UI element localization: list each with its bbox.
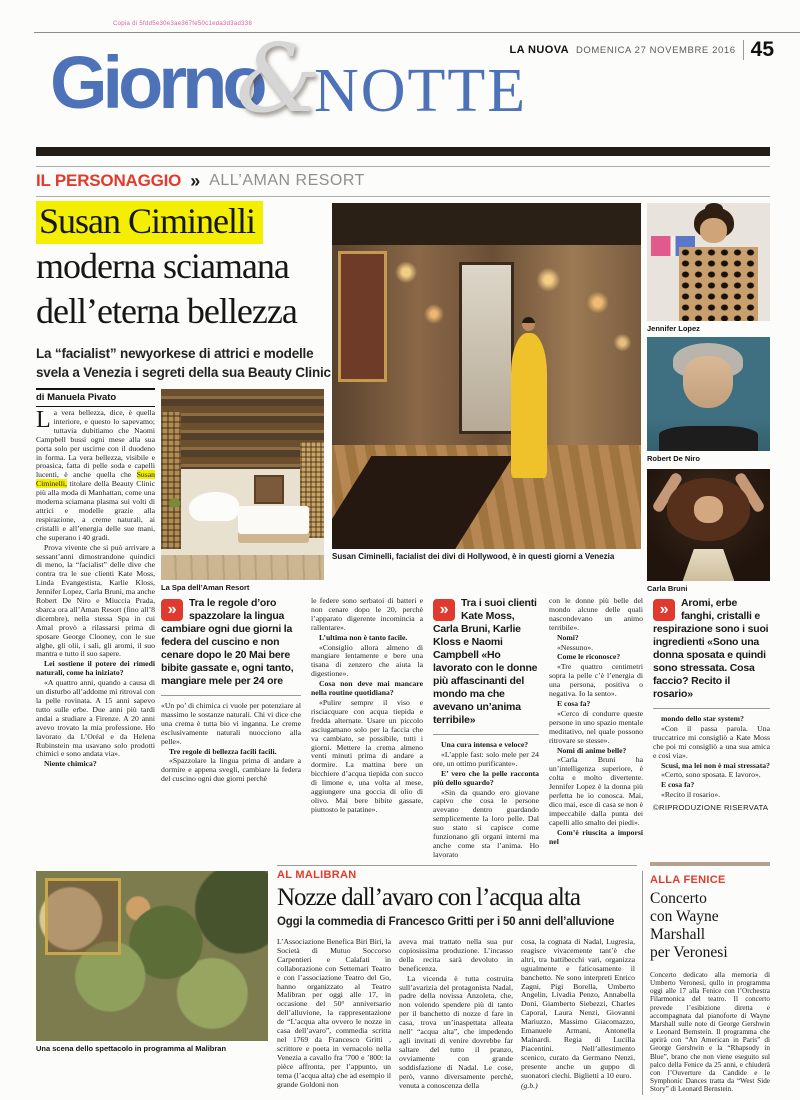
standfirst-line: svela a Venezia i segreti della sua Beauty Clinic <box>36 365 331 380</box>
fenice-top-bar <box>650 862 770 866</box>
feature-standfirst <box>36 344 338 382</box>
malibran-column-3 <box>521 938 635 1090</box>
plant <box>169 498 180 507</box>
byline: di Manuela Pivato <box>36 388 155 407</box>
masthead-notte: NOTTE <box>314 57 528 125</box>
yellow-dress-figure <box>511 333 547 478</box>
body-paragraph: Concerto dedicato alla memoria di Umberto Veronesi, qullo in programma oggi alle 17 alla Fenice con l’Orchestra Filarmonica del teatro. Il concerto prevede l’esibizione diretta e accompagnata dal pianoforte di Wayne Marshall sulle note di George Gershwin e Leonard Bernstein. Il programma che aprirà con “An American in Paris” di George Gershwin e la “Rhapsody in Blue”, brano che non viene eseguito sul palco della Fenice da 25 anni, e chiuderà con l’Ouverture da Candide e le Symphonic Dances tratta da “West Side Story” di Leonard Bernstein. <box>650 971 770 1094</box>
feature-column-1 <box>36 409 155 865</box>
question-line: Nomi? <box>557 632 579 642</box>
double-chevron-icon: » <box>161 599 183 621</box>
masthead-giorno: Giorno <box>50 41 263 124</box>
question-line: Lei sostiene il potere dei rimedi naturali, come ha iniziato? <box>36 659 155 678</box>
face <box>683 356 733 407</box>
top-rule <box>34 32 800 33</box>
body-paragraph: «Consiglio allora almeno di mangiare lentamente e bere una tisana di zenzero che aiuta la digestione». <box>311 642 423 679</box>
body-paragraph: «L’apple fast: solo mele per 24 ore, un ottimo purificante». <box>433 749 539 768</box>
body-paragraph: «Tre quattro centimetri sopra la pelle c’è l’energia di una persona, positiva o negativa. Io la sento». <box>549 662 643 699</box>
carla-bruni-photo <box>647 469 770 581</box>
question-line: L’ultima non è tanto facile. <box>319 632 408 642</box>
question-line: Scusi, ma lei non è mai stressata? <box>661 760 770 770</box>
framed-painting <box>338 251 387 382</box>
fenice-title <box>650 890 770 962</box>
main-photo-block <box>332 203 641 562</box>
question-line: Cosa non deve mai mancare nella routine quotidiana? <box>311 679 423 698</box>
body-paragraph: cosa, la cognata di Nadal, Lugresia, reagisce vivacemente tant’è che altri, tra battibecchi vari, organizza ugualmente e faticosamente il banchetto. Ne sono interpreti Enrico Zagni, Pigi Borella, Umberto Angelin, Livadia Penzo, Annabella Doni, Giamberto Siebezzi, Charles Caporal, Laura Nenzi, Giovanni Mariuzzo, Massimo Giacomazzo, Emanuele Armani, Antonella Mainardi. Regia di Lucilla Piacentini. Nell’allestimento scenico, curato da Germano Nenzi, presente anche un guppo di suonatori ciechi. Biglietti a 10 euro. <box>521 938 635 1080</box>
floral-dress <box>679 247 758 321</box>
page-number: 45 <box>750 38 774 61</box>
column-text <box>433 741 539 860</box>
jennifer-lopez-photo <box>647 203 770 321</box>
pull-quote <box>653 597 770 701</box>
standfirst-line: La “facialist” newyorkese di attrici e modelle <box>36 346 314 361</box>
question-line: E cosa fa? <box>661 780 695 790</box>
celeb-photo-block <box>647 203 770 334</box>
feature-column-3 <box>311 597 423 865</box>
question-line: Niente chimica? <box>44 759 97 769</box>
column-text <box>161 702 301 784</box>
theater-photo-caption: Una scena dello spettacolo in programma al Malibran <box>36 1044 227 1053</box>
body-paragraph: «Cerco di condurre queste persone in uno spazio mentale meditativo, nel quale possono ritrovare se stesse». <box>549 708 643 745</box>
body-paragraph: «Spazzolare la lingua prima di andare a dormire e appena svegli, cambiare la federa del cuscino ogni due giorni perchè <box>161 756 301 784</box>
floor <box>161 555 324 580</box>
feature-kicker-topic: ALL’AMAN RESORT <box>209 172 365 189</box>
malibran-column-2 <box>399 938 513 1090</box>
feature-lower-columns <box>161 597 770 865</box>
massage-bed <box>238 506 310 535</box>
double-chevron-icon: » <box>190 171 201 191</box>
question-line: Una cura intensa e veloce? <box>441 740 529 749</box>
theater-scene-photo <box>36 871 268 1041</box>
fenice-title-line: Concerto <box>650 890 707 907</box>
face <box>694 496 724 523</box>
body-paragraph: La vera bellezza, dice, è quella interiore, e questo lo sapevamo; tuttavia dubitiamo che Naomi Campbell bussi ogni mese alla sua porta solo per uscirne con il duodeno in forma. La vera bellezza, visibile e proasica, fatta di pelle soda e capelli lucenti, è anche quella che Susan Ciminelli, titolare della Beauty Clinic più alla moda di Manhattan, come una moderna sciamana plasma sui volti di attrici e modelle grazie alla respirazione, a creme naturali, ai cristalli e all’energia delle sue mani, che superano i 40 gradi. <box>36 409 155 542</box>
theater-photo-block <box>36 871 268 1054</box>
celeb-caption: Robert De Niro <box>647 454 700 463</box>
double-chevron-icon: » <box>653 599 675 621</box>
column-text <box>653 715 770 813</box>
celeb-photo-block <box>647 337 770 464</box>
gold-frame <box>45 878 121 955</box>
feature-column-5 <box>549 597 643 865</box>
pull-quote-text: Tra i suoi clienti Kate Moss, Carla Bruni, Karlie Kloss e Naomi Campbell «Ho lavorato con le donne più affascinanti del mondo ma che avevano un’anima terribile» <box>433 597 538 726</box>
main-photo-caption: Susan Ciminelli, facialist dei divi di Hollywood, è in questi giorni a Venezia <box>332 552 615 561</box>
feature-headline <box>36 201 338 334</box>
quote-rule <box>161 695 301 696</box>
fenice-title-line: con Wayne Marshall <box>650 908 719 943</box>
malibran-headline: Nozze dall’avaro con l’acqua alta <box>277 884 580 911</box>
celeb-caption: Carla Bruni <box>647 584 688 593</box>
feature-column-4 <box>433 597 539 865</box>
body-paragraph: Prova vivente che si può arrivare a sessant’anni dimostrandone quindici di meno, la “facialist” delle dive che contra tra le sue clienti Kate Moss, Linda Evangestista, Karlie Kloss, Jennifer Lopez, Carla Bruni, ma anche Robert De Niro e Miuccia Prada, sbarca ora all’Aman Resort (fino all’8 dicembre), nella stessa Spa in cui Amal provò a rilassarsi prima di sposare George Clooney, con le sue alghe, gli olii, i sali, gli aromi, il suo mantra e tutto il suo sapere. <box>36 542 155 659</box>
body-paragraph: «Un po’ di chimica ci vuole per potenziare al massimo le sostanze naturali. Chi vi dice che una crema è tutta bio vi inganna. Le creme esclusivamente naturali nuocciono alla pelle». <box>161 701 301 746</box>
spa-photo <box>161 389 324 580</box>
headline-highlighted-line: Susan Ciminelli <box>36 201 263 244</box>
headline-line: moderna sciamana <box>36 246 289 286</box>
pull-quote <box>433 597 539 727</box>
question-line: mondo dello star system? <box>661 714 744 723</box>
window <box>254 475 284 504</box>
pull-quote-text: Aromi, erbe fanghi, cristalli e respirazione sono i suoi ingredienti «Sono una donna sposata e quindi sono stressata. Cosa faccio? Recito il rosario» <box>653 597 769 700</box>
body-paragraph: «Recito il rosario». <box>661 790 721 800</box>
body-paragraph: aveva mai trattato nella sua pur copiosissima produzione. L’incasso della recita sarà devoluto in beneficenza. <box>399 938 513 973</box>
question-line: E’ vero che la pelle racconta più dello sguardo? <box>433 768 539 787</box>
body-paragraph: «Sin da quando ero giovane capivo che cosa le persone avevano dentro guardando semplicemente la loro pelle. Dal suo stato si capisce come funzionano gli organi interni ma anche come sta l’anima. Ho lavorato <box>433 787 539 859</box>
feature-kicker: IL PERSONAGGIO <box>36 171 182 190</box>
susan-ciminelli-photo <box>332 203 641 549</box>
white-door <box>459 262 514 434</box>
quote-rule <box>433 734 539 735</box>
malibran-kicker: AL MALIBRAN <box>277 865 637 881</box>
celeb-caption: Jennifer Lopez <box>647 324 700 333</box>
malibran-standfirst: Oggi la commedia di Francesco Gritti per i 50 anni dell’alluvione <box>277 916 615 928</box>
feature-column-6 <box>653 597 770 865</box>
newspaper-brand: LA NUOVA <box>509 44 569 56</box>
quote-rule <box>653 708 770 709</box>
body-paragraph: «Nessuno». <box>557 642 594 652</box>
body-paragraph: «Con il passa parola. Una truccatrice mi consigliò a Kate Moss che poi mi consigliò a una sua amica e così via». <box>653 723 770 760</box>
body-paragraph: «Carla Bruni ha un’intelligenza superiore, è colta e molto divertente. Jennifer Lopez è la donna più perfetta he io conosca. Mai, dico mai, esce di casa se non è impeccabile dalla punta dei capelli allo smalto dei piedi». <box>549 755 643 827</box>
body-paragraph: «Certo, sono sposata. E lavoro». <box>661 770 761 780</box>
feature-column-2 <box>161 597 301 865</box>
spa-photo-caption: La Spa dell’Aman Resort <box>161 583 250 592</box>
celeb-photo-block <box>647 469 770 594</box>
fenice-title-line: per Veronesi <box>650 944 728 961</box>
fenice-kicker: ALLA FENICE <box>650 874 726 886</box>
question-line: Nomi di anime belle? <box>557 745 627 755</box>
page-header <box>510 38 774 62</box>
question-line: E cosa fa? <box>557 698 591 708</box>
malibran-article <box>277 865 637 1090</box>
masthead-ampersand: & <box>236 24 321 134</box>
question-line: Com’è riuscita a imporsi nel <box>549 827 643 846</box>
malibran-columns <box>277 938 637 1090</box>
question-line: Tre regole di bellezza facili facili. <box>169 746 277 756</box>
drop-cap: L <box>36 409 51 433</box>
body-paragraph: (g.b.) <box>521 1080 538 1090</box>
fenice-body <box>650 971 770 1100</box>
body-paragraph: ©RIPRODUZIONE RISERVATA <box>653 803 769 813</box>
body-paragraph: «A quattro anni, quando a causa di un disturbo all’addome mi ritrovai con la pelle rovinata. A 15 anni sapevo tutto sulle erbe. Due anni più tardi andai a studiare a Firenze. A 20 anni avevo trovato la mia professione. Ho lavorato da L’Oréal e da Helena Rubinstein ma usavano solo prodotti chimici e sono andata via». <box>36 678 155 759</box>
column-divider <box>642 871 643 1095</box>
body-paragraph: le federe sono serbatoi di batteri e non cenare dopo le 20, perchè l’apparato digerente incomincia a rallentare». <box>311 597 423 632</box>
feature-kicker-row <box>36 166 770 197</box>
body-paragraph: L’Associazione Benefica Biri Biri, la Società di Mutuo Soccorso Carpentieri e Calafati in collaborazione con Settemari Teatro e con l’associazione Teatro del Go, hanno organizzato al Teatro Malibran per oggi alle 17, in occasione del 50° anniversario dell’alluvione, la rappresentazione de “L’acqua alta ovvero le nozze in casa dell’avaro”, commedia scritta nel 1769 da Francesco Gritti , scrittore e poeta in vernacolo nella Venezia a cavallo fra ’700 e ’800: la pièce affronta, per l’appunto, un tema (l’acqua alta) che ad esempio il grande Goldoni non <box>277 938 391 1089</box>
header-divider <box>743 40 744 60</box>
body-paragraph: La vicenda è tutta costruita sull’avarizia del protagonista Nadal, padre della novissa Anzoleta, che, non volendo spendere più di tanto per il banchetto di nozze d fare in casa, trova un’inaspettata alleata nell’ “acqua alta”, che impedendo agli invitati di venire dovrebbe far saltare del tutto il pranzo, ovviamente con grande soddisfazione di Nadal. Le cose, però, vanno diversamente perché, venuta a conoscenza della <box>399 973 513 1090</box>
bathtub <box>189 492 240 521</box>
highlighted-name: Susan Ciminelli, <box>36 470 155 489</box>
masthead-rule <box>36 147 770 156</box>
copy-watermark: Copia di 5fdd5e30e3ae367fe50c1eda3d3ad338 <box>113 21 253 27</box>
page-date: DOMENICA 27 NOVEMBRE 2016 <box>575 44 736 56</box>
body-paragraph: «Pulire sempre il viso e risciacquare con acqua tiepida e fredda alternate. Usare un piccolo asciugamano solo per la faccia che va cambiato, se possibile, tutti i giorni. Mettere la crema almeno venti minuti prima di andare a dormire. La mattina bere un bicchiere d’acqua tiepida con succo di limone e, una volta al mese, aggiungere una goccia di olio di olivo. Mai bere bibite gassate, piuttosto le patatine». <box>311 697 423 814</box>
double-chevron-icon: » <box>433 599 455 621</box>
question-line: Come le riconosce? <box>557 652 621 662</box>
malibran-column-1 <box>277 938 391 1090</box>
robert-de-niro-photo <box>647 337 770 451</box>
headline-line: dell’eterna bellezza <box>36 291 297 331</box>
lattice-screen <box>161 412 181 550</box>
spa-photo-block <box>161 389 324 593</box>
fenice-article <box>650 862 770 1100</box>
body-paragraph: con le donne più belle del mondo alcune delle quali nascondevano un animo terribile». <box>549 597 643 632</box>
face <box>700 218 727 243</box>
pull-quote <box>161 597 301 688</box>
dark-shirt <box>659 426 757 451</box>
pull-quote-text: Tra le regole d’oro spazzolare la lingua cambiare ogni due giorni la federa del cuscino e non cenare dopo le 20 Mai bere bibite gassate e, ogni tanto, mangiare mele per 24 ore <box>161 597 294 687</box>
cream-dress <box>683 549 735 581</box>
